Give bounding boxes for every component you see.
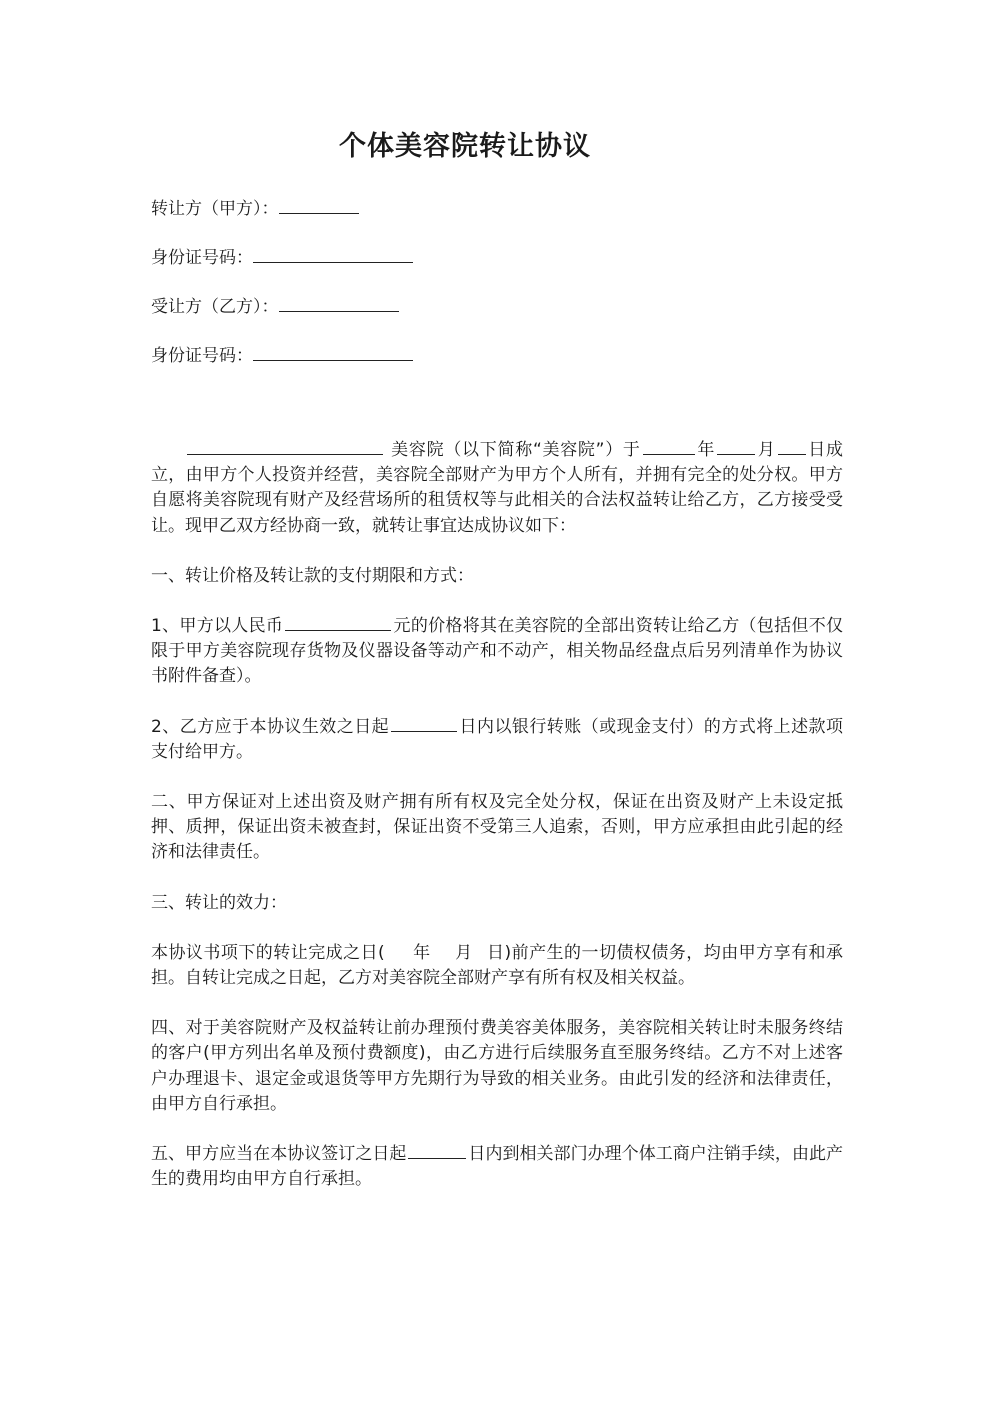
day-blank[interactable] [778, 438, 806, 455]
transferee-id-line [151, 341, 851, 390]
transferor-id-blank[interactable] [253, 244, 413, 263]
year-blank[interactable] [643, 438, 695, 455]
agreement-body [151, 438, 843, 1217]
section3-text-2: 日)前产生的一切债权债务，均由甲方享有和承担。自转让完成之日起，乙方对美容院全部财产享有所有权及相关权益。 [151, 942, 844, 989]
transferor-label: 转让方（甲方）： [151, 199, 279, 219]
clause2-paragraph [151, 715, 843, 765]
section3-paragraph [151, 941, 843, 991]
transferee-name-blank[interactable] [279, 293, 399, 312]
transferor-id-line [151, 243, 851, 292]
section3-year-label: 年 [412, 942, 431, 963]
section5-text-2: 日内到相关部门办理个体工商户注销手续，由此产生的费用均由甲方自行承担。 [151, 1144, 843, 1190]
section5-paragraph [151, 1142, 843, 1192]
section3-heading: 三、转让的效力： [151, 892, 287, 913]
clause1-paragraph [151, 614, 843, 690]
intro-text-1: 美容院（以下简称“美容院”）于 [391, 440, 641, 460]
transferee-line [151, 292, 851, 341]
section2-paragraph: 二、甲方保证对上述出资及财产拥有所有权及完全处分权，保证在出资及财产上未设定抵押、质押，保证出资未被查封，保证出资不受第三人追索，否则，甲方应承担由此引起的经济和法律责任。 [151, 792, 843, 863]
transferee-id-label: 身份证号码： [151, 346, 253, 366]
intro-month-label: 月 [757, 440, 776, 460]
month-blank[interactable] [717, 438, 755, 455]
price-blank[interactable] [285, 614, 391, 631]
transferor-line [151, 194, 851, 243]
party-info-block [151, 194, 851, 390]
section3-text-1: 本协议书项下的转让完成之日( [151, 942, 385, 963]
payment-days-blank[interactable] [391, 715, 457, 732]
transferor-id-label: 身份证号码： [151, 248, 253, 268]
section3-month-label: 月 [454, 942, 473, 963]
transferee-id-blank[interactable] [253, 342, 413, 361]
intro-paragraph [151, 438, 843, 539]
transferee-label: 受让方（乙方）： [151, 297, 279, 317]
transferor-name-blank[interactable] [279, 195, 359, 214]
intro-year-label: 年 [696, 440, 716, 460]
intro-text-2: 日成立，由甲方个人投资并经营，美容院全部财产为甲方个人所有，并拥有完全的处分权。甲方自愿将美容院现有财产及经营场所的租赁权等与此相关的合法权益转让给乙方，乙方接受受让。现甲乙双方经协商一致，就转让事宜达成协议如下： [151, 440, 844, 536]
deregistration-days-blank[interactable] [408, 1142, 466, 1159]
clause1-text-1: 1、甲方以人民币 [151, 616, 284, 637]
section5-text-1: 五、甲方应当在本协议签订之日起 [151, 1144, 407, 1165]
clause1-text-2: 元的价格将其在美容院的全部出资转让给乙方（包括但不仅限于甲方美容院现存货物及仪器设备等动产和不动产，相关物品经盘点后另列清单作为协议书附件备查）。 [151, 616, 843, 687]
document-title: 个体美容院转让协议 [339, 131, 591, 162]
section1-heading: 一、转让价格及转让款的支付期限和方式： [151, 565, 474, 586]
section4-paragraph: 四、对于美容院财产及权益转让前办理预付费美容美体服务，美容院相关转让时未服务终结的客户(甲方列出名单及预付费额度)，由乙方进行后续服务直至服务终结。乙方不对上述客户办理退卡、退定金或退货等甲方先期行为导致的相关业务。由此引发的经济和法律责任，由甲方自行承担。 [151, 1018, 843, 1114]
salon-name-blank[interactable] [187, 438, 383, 455]
clause2-text-2: 日内以银行转账（或现金支付）的方式将上述款项支付给甲方。 [151, 716, 843, 762]
clause2-text-1: 2、乙方应于本协议生效之日起 [151, 716, 390, 737]
